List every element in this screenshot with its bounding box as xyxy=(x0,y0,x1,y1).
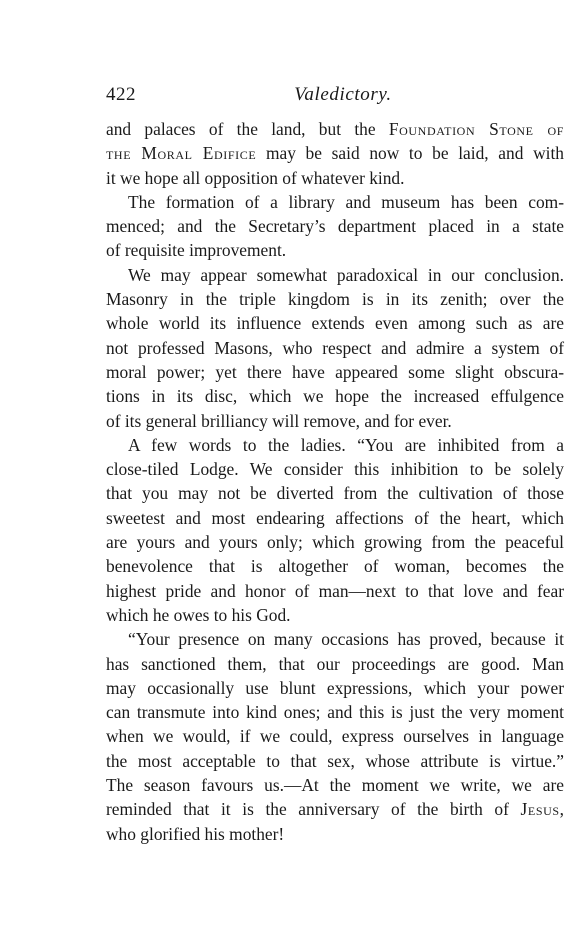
text-line xyxy=(106,797,564,821)
small-caps-run: the Moral Edifice xyxy=(106,143,257,164)
text-line xyxy=(106,530,564,554)
text-line xyxy=(106,773,564,797)
text-run: highest pride and honor of man—next to that love and fear xyxy=(106,580,564,601)
text-line xyxy=(106,603,564,627)
text-line xyxy=(106,457,564,481)
text-run: A few words to the ladies. “You are inhibited from a xyxy=(128,434,564,455)
text-line xyxy=(106,554,564,578)
text-line xyxy=(106,652,564,676)
text-line xyxy=(106,238,564,262)
text-line xyxy=(106,579,564,603)
text-line xyxy=(106,433,564,457)
body-text xyxy=(106,117,564,846)
text-run: Masonry in the triple kingdom is in its zenith; over the xyxy=(106,289,564,310)
text-run: reminded that it is the anniversary of the birth of xyxy=(106,799,521,820)
text-run: close-tiled Lodge. We consider this inhibition to be solely xyxy=(106,459,564,480)
text-line xyxy=(106,214,564,238)
text-run: who glorified his mother! xyxy=(106,823,285,844)
text-run: benevolence that is altogether of woman, becomes the xyxy=(106,556,564,577)
text-run: The season favours us.—At the moment we write, we are xyxy=(106,775,564,796)
text-run: not professed Masons, who respect and admire a system of xyxy=(106,337,564,358)
text-line xyxy=(106,384,564,408)
text-line xyxy=(106,287,564,311)
text-run: can transmute into kind ones; and this is just the very moment xyxy=(106,702,564,723)
small-caps-run: Jesus xyxy=(520,799,560,820)
text-run: “Your presence on many occasions has proved, because it xyxy=(128,629,564,650)
text-line xyxy=(106,360,564,384)
text-run: moral power; yet there have appeared some slight obscura- xyxy=(106,361,564,382)
text-line xyxy=(106,627,564,651)
text-run: the most acceptable to that sex, whose attribute is virtue.” xyxy=(106,750,564,771)
page-number: 422 xyxy=(106,84,136,105)
text-line xyxy=(106,822,564,846)
text-run: and palaces of the land, but the xyxy=(106,119,389,139)
text-line xyxy=(106,749,564,773)
text-run: menced; and the Secretary’s department placed in a state xyxy=(106,216,564,237)
text-line xyxy=(106,141,564,165)
text-line xyxy=(106,724,564,748)
text-run: of its general brilliancy will remove, and for ever. xyxy=(106,410,452,431)
text-run: The formation of a library and museum has been com- xyxy=(128,191,564,212)
text-run: sweetest and most endearing affections of the heart, which xyxy=(106,507,564,528)
text-line xyxy=(106,700,564,724)
text-run: may occasionally use blunt expressions, which your power xyxy=(106,677,564,698)
text-run: of requisite improvement. xyxy=(106,240,287,261)
text-line xyxy=(106,336,564,360)
text-line xyxy=(106,117,564,141)
text-run: has sanctioned them, that our proceedings are good. Man xyxy=(106,653,564,674)
text-run: tions in its disc, which we hope the increased effulgence xyxy=(106,386,564,407)
text-line xyxy=(106,481,564,505)
text-line xyxy=(106,190,564,214)
text-run: which he owes to his God. xyxy=(106,604,291,625)
text-line xyxy=(106,166,564,190)
text-run: that you may not be diverted from the cultivation of those xyxy=(106,483,564,504)
text-line xyxy=(106,409,564,433)
text-run: whole world its influence extends even among such as are xyxy=(106,313,564,334)
text-line xyxy=(106,506,564,530)
text-run: are yours and yours only; which growing from the peaceful xyxy=(106,532,564,553)
text-run: We may appear somewhat paradoxical in our conclusion. xyxy=(128,264,564,285)
text-line xyxy=(106,676,564,700)
text-line xyxy=(106,311,564,335)
text-run: may be said now to be laid, and with xyxy=(256,143,564,164)
small-caps-run: Foundation Stone of xyxy=(388,119,564,139)
text-run: , xyxy=(559,799,564,820)
text-run: when we would, if we could, express ourselves in language xyxy=(106,726,564,747)
running-title: Valedictory. xyxy=(294,84,392,105)
running-head xyxy=(106,84,566,108)
text-line xyxy=(106,263,564,287)
text-run: it we hope all opposition of whatever kind. xyxy=(106,167,405,188)
